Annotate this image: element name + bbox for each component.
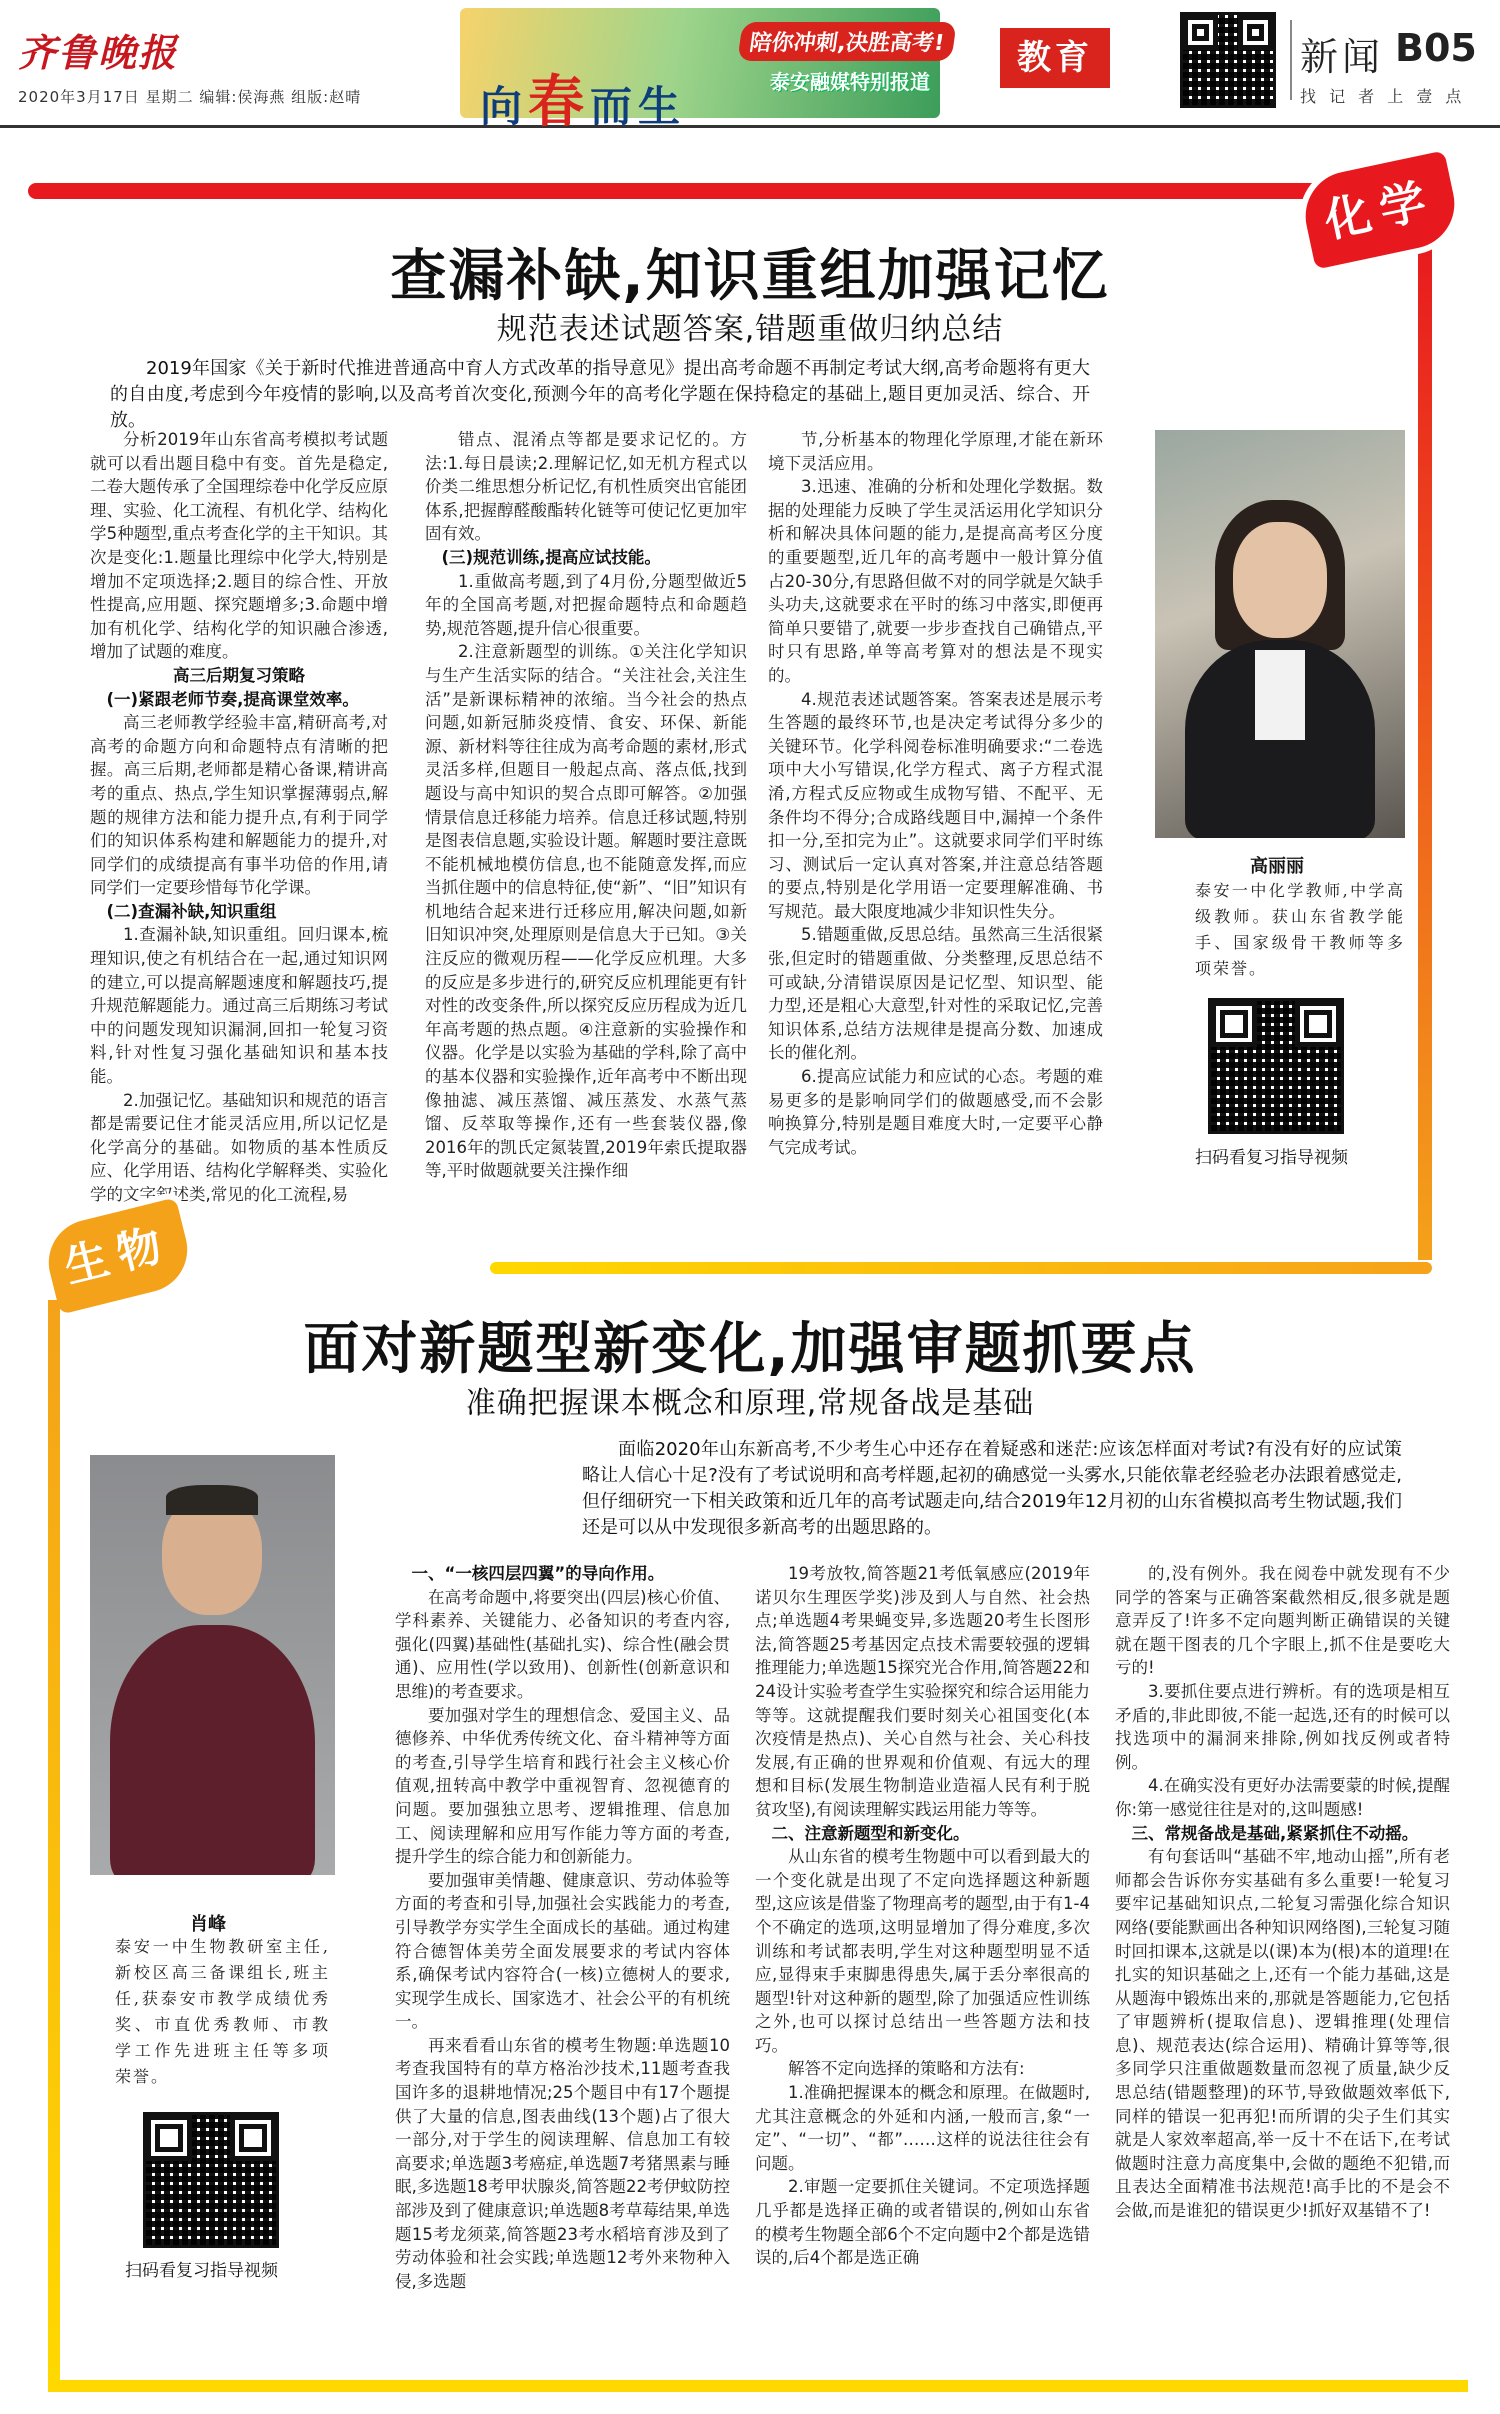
article-paragraph: 2.审题一定要抓住关键词。不定项选择题几乎都是选择正确的或者错误的,例如山东省的模考生物题全部6个不定向题中2个都是选错误的,后4个都是选正确 [755, 2177, 1090, 2268]
biology-column-2 [755, 1562, 1090, 2334]
article-paragraph: 1.准确把握课本的概念和原理。在做题时,尤其注意概念的外延和内涵,一般而言,象“一定”、“一切”、“都”……这样的说法往往会有问题。 [755, 2083, 1090, 2173]
teacher-name-xiao: 肖峰 [190, 1914, 226, 1935]
article-paragraph: 从山东省的模考生物题中可以看到最大的一个变化就是出现了不定向选择题这种新题型,这应该是借鉴了物理高考的题型,由于有1-4个不确定的选项,这明显增加了得分难度,多次训练和考试都表明,学生对这种题型明显不适应,显得束手束脚患得患失,属于丢分率很高的题型!针对这种新的题型,除了加强适应性训练之外,也可以探讨总结出一些答题方法和技巧。 [755, 1847, 1090, 2055]
article-paragraph: 5.错题重做,反思总结。虽然高三生活很紧张,但定时的错题重做、分类整理,反思总结不可或缺,分清错误原因是记忆型、知识型、能力型,还是粗心大意型,针对性的采取记忆,完善知识体系,总结方法规律是提高分数、加速成长的催化剂。 [768, 925, 1103, 1063]
article-paragraph: 4.规范表述试题答案。答案表述是展示考生答题的最终环节,也是决定考试得分多少的关键环节。化学科阅卷标准明确要求:“二卷选项中大小写错误,化学方程式、离子方程式混淆,方程式反应物或生成物写错、不配平、无条件均不得分;合成路线题目中,漏掉一个条件扣一分,至扣完为止”。这就要求同学们平时练习、测试后一定认真对答案,并注意总结答题的要点,特别是化学用语一定要理解准确、书写规范。最大限度地减少非知识性失分。 [768, 689, 1103, 921]
masthead-divider [1290, 20, 1292, 100]
chemistry-frame-bottom [490, 1262, 1432, 1274]
article-paragraph: 节,分析基本的物理化学原理,才能在新环境下灵活应用。 [768, 430, 1103, 473]
article-subheading: (三)规范训练,提高应试技能。 [441, 547, 661, 567]
article-subheading: (一)紧跟老师节奏,提高课堂效率。 [106, 689, 359, 709]
chemistry-video-qr-code-icon[interactable] [1208, 998, 1344, 1134]
article-subheading: 一、“一核四层四翼”的导向作用。 [411, 1564, 665, 1583]
teacher-photo-xiao [90, 1455, 335, 1875]
biology-lead: 面临2020年山东新高考,不少考生心中还存在着疑惑和迷茫:应该怎样面对考试?有没有好的应试策略让人信心十足?没有了考试说明和高考样题,起初的确感觉一头雾水,只能依靠老经验老办法跟着感觉走,但仔细研究一下相关政策和近几年的高考试题走向,结合2019年12月初的山东省模拟高考生物试题,我们还是可以从中发现很多新高考的出题思路的。 [582, 1439, 1402, 1538]
biology-qr-caption: 扫码看复习指导视频 [125, 2261, 278, 2281]
article-subheading: 高三后期复习策略 [173, 665, 305, 685]
article-paragraph: 在高考命题中,将要突出(四层)核心价值、学科素养、关键能力、必备知识的考查内容,强化(四翼)基础性(基础扎实)、综合性(融会贯通)、应用性(学以致用)、创新性(创新意识和思维)的考查要求。 [395, 1587, 730, 1701]
section-tag: 教育 [1000, 28, 1110, 88]
article-subheading: 三、常规备战是基础,紧紧抓住不动摇。 [1131, 1823, 1419, 1843]
article-paragraph: 2.加强记忆。基础知识和规范的语言都是需要记住才能灵活应用,所以记忆是化学高分的基础。如物质的基本性质反应、化学用语、结构化学解释类、实验化学的文字叙述类,常见的化工流程,易 [90, 1090, 388, 1204]
contact-roles: 找 记 者 上 壹 点 [1300, 87, 1466, 106]
newspaper-logo: 齐鲁晚报 [18, 30, 179, 75]
chemistry-lead: 2019年国家《关于新时代推进普通高中育人方式改革的指导意见》提出高考命题不再制定考试大纲,高考命题将有更大的自由度,考虑到今年疫情的影响,以及高考首次变化,预测今年的高考化学题在保持稳定的基础上,题目更加灵活、综合、开放。 [110, 358, 1090, 431]
banner-slogan: 陪你冲刺,决胜高考! [737, 22, 957, 61]
chemistry-subheadline: 规范表述试题答案,错题重做归纳总结 [496, 312, 1004, 347]
article-paragraph: 2.注意新题型的训练。①关注化学知识与生产生活实际的结合。“关注社会,关注生活”是新课标精神的浓缩。当今社会的热点问题,如新冠肺炎疫情、食安、环保、新能源、新材料等往往成为高考命题的素材,形式灵活多样,但题目一般起点高、落点低,找到题设与高中知识的契合点即可解答。②加强情景信息迁移能力培养。信息迁移试题,特别是图表信息题,实验设计题。解题时要注意既不能机械地模仿信息,也不能随意发挥,而应当抓住题中的信息特征,使“新”、“旧”知识有机地结合起来进行迁移应用,解决问题,如新旧知识冲突,处理原则是信息大于已知。③关注反应的微观历程——化学反应机理。大多的反应是多步进行的,研究反应机理能更有针对性的改变条件,所以探究反应历程成为近几年高考题的热点题。④注意新的实验操作和仪器。化学是以实验为基础的学科,除了高中的基本仪器和实验操作,近年高考中不断出现像抽滤、减压蒸馏、减压蒸发、水蒸气蒸馏、反萃取等操作,还有一些套装仪器,像2016年的凯氏定氮装置,2019年索氏提取器等,平时做题就要关注操作细 [425, 642, 747, 1181]
biology-column-3 [1115, 1562, 1450, 2334]
teacher-bio-gao: 泰安一中化学教师,中学高级教师。获山东省教学能手、国家级骨干教师等多项荣誉。 [1195, 881, 1405, 978]
chemistry-qr-caption: 扫码看复习指导视频 [1195, 1148, 1348, 1168]
banner-subtitle: 泰安融媒特别报道 [770, 70, 930, 94]
article-paragraph: 有句套话叫“基础不牢,地动山摇”,所有老师都会告诉你夯实基础有多么重要!一轮复习要牢记基础知识点,二轮复习需强化综合知识网络(要能默画出各种知识网络图),三轮复习随时回扣课本,这就是以(课)本为(根)本的道理!在扎实的知识基础之上,还有一个能力基础,这是从题海中锻炼出来的,那就是答题能力,它包括了审题辨析(提取信息)、逻辑推理(处理信息)、规范表达(综合运用)、精确计算等等,很多同学只注重做题数量而忽视了质量,缺少反思总结(错题整理)的环节,导致做题效率低下,同样的错误一犯再犯!而所谓的尖子生们其实就是人家效率超高,举一反十不在话下,在考试做题时注意力高度集中,会做的题绝不犯错,而且表达全面精准书法规范!高手比的不是会不会做,而是谁犯的错误更少!抓好双基错不了! [1115, 1847, 1450, 2221]
article-paragraph: 3.要抓住要点进行辨析。有的选项是相互矛盾的,非此即彼,不能一起选,还有的时候可以找选项中的漏洞来排除,例如找反例或者特例。 [1115, 1681, 1450, 1772]
chemistry-column-1 [90, 428, 388, 1228]
article-paragraph: 要加强审美情趣、健康意识、劳动体验等方面的考查和引导,加强社会实践能力的考查,引导教学夯实学生全面成长的基础。通过构建符合德智体美劳全面发展要求的考试内容体系,确保考试内容符合(一核)立德树人的要求,实现学生成长、国家选才、社会公平的有机统一。 [395, 1870, 730, 2032]
article-paragraph: 1.查漏补缺,知识重组。回归课本,梳理知识,使之有机结合在一起,通过知识网的建立,可以提高解题速度和解题技巧,提升规范解题能力。通过高三后期练习考试中的问题发现知识漏洞,回扣一轮复习资料,针对性复习强化基础知识和基本技能。 [90, 925, 388, 1087]
masthead-qr-code-icon[interactable] [1180, 12, 1276, 108]
biology-video-qr-code-icon[interactable] [143, 2112, 279, 2248]
article-paragraph: 分析2019年山东省高考模拟考试题就可以看出题目稳中有变。首先是稳定,二卷大题传承了全国理综卷中化学反应原理、实验、化工流程、有机化学、结构化学5种题型,重点考查化学的主干知识。其次是变化:1.题量比理综中化学大,特别是增加不定项选择;2.题目的综合性、开放性提高,应用题、探究题增多;3.命题中增加有机化学、结构化学的知识融合渗透,增加了试题的难度。 [90, 430, 388, 662]
teacher-bio-xiao: 泰安一中生物教研室主任,新校区高三备课组长,班主任,获泰安市教学成绩优秀奖、市直优秀教师、市教学工作先进班主任等多项荣誉。 [115, 1937, 330, 2086]
banner-title: 向春而生 [480, 70, 687, 135]
article-paragraph: 19考放牧,简答题21考低氧感应(2019年诺贝尔生理医学奖)涉及到人与自然、社会热点;单选题4考果蝇变异,多选题20考生长图形法,简答题25考基因定点技术需要较强的逻辑推理能力;单选题15探究光合作用,简答题22和24设计实验考查学生实验探究和综合运用能力等等。这就提醒我们要时刻关心祖国变化(本次疫情是热点)、关心自然与社会、关心科技发展,有正确的世界观和价值观、有远大的理想和目标(发展生物制造业造福人民有利于脱贫攻坚),有阅读理解实践运用能力等等。 [755, 1564, 1090, 1819]
article-paragraph: 高三老师教学经验丰富,精研高考,对高考的命题方向和命题特点有清晰的把握。高三后期,老师都是精心备课,精讲高考的重点、热点,学生知识掌握薄弱点,解题的规律方法和能力提升点,有利于同学们的知识体系构建和解题能力的提升,对同学们的成绩提高有事半功倍的作用,请同学们一定要珍惜每节化学课。 [90, 713, 388, 898]
article-paragraph: 再来看看山东省的模考生物题:单选题10考查我国特有的草方格治沙技术,11题考查我国许多的退耕地情况;25个题目中有17个题提供了大量的信息,图表曲线(13个题)占了很大一部分,对于学生的阅读理解、信息加工有较高要求;单选题3考癌症,单选题7考猪黑素与睡眠,多选题18考甲状腺炎,简答题22考伊蚊防控部涉及到了健康意识;单选题8考草莓结果,单选题15考龙须菜,简答题23考水稻培育涉及到了劳动体验和社会实践;单选题12考外来物种入侵,多选题 [395, 2035, 730, 2291]
article-subheading: 二、注意新题型和新变化。 [771, 1823, 970, 1843]
biology-badge: 生物 [40, 1197, 197, 1314]
chemistry-badge: 化学 [1297, 150, 1462, 269]
teacher-name-gao: 高丽丽 [1250, 856, 1304, 877]
article-paragraph: 的,没有例外。我在阅卷中就发现有不少同学的答案与正确答案截然相反,很多就是题意弄反了!许多不定向题判断正确错误的关键就在题干图表的几个字眼上,抓不住是要吃大亏的! [1115, 1564, 1450, 1678]
dateline: 2020年3月17日 星期二 编辑:侯海燕 组版:赵晴 [18, 88, 362, 106]
section-name: 新闻 [1300, 35, 1385, 79]
biology-frame-left [48, 1300, 60, 2380]
biology-frame-bottom [48, 2380, 1468, 2392]
article-paragraph: 要加强对学生的理想信念、爱国主义、品德修养、中华优秀传统文化、奋斗精神等方面的考查,引导学生培育和践行社会主义核心价值观,扭转高中教学中重视智育、忽视德育的问题。要加强独立思考、逻辑推理、信息加工、阅读理解和应用写作能力等方面的考查,提升学生的综合能力和创新能力。 [395, 1705, 730, 1867]
article-subheading: (二)查漏补缺,知识重组 [106, 901, 277, 921]
page-number: B05 [1395, 26, 1477, 70]
article-paragraph: 3.迅速、准确的分析和处理化学数据。数据的处理能力反映了学生灵活运用化学知识分析和解决具体问题的能力,是提高高考区分度的重要题型,近几年的高考题中一般计算分值占20-30分,有思路但做不对的同学就是欠缺手头功夫,这就要求在平时的练习中落实,即便再简单只要错了,就要一步步查找自己确错点,平时只有思路,单等高考算对的想法是不现实的。 [768, 477, 1103, 685]
article-paragraph: 解答不定向选择的策略和方法有: [788, 2059, 1025, 2079]
article-paragraph: 6.提高应试能力和应试的心态。考题的难易更多的是影响同学们的做题感受,而不会影响换算分,特别是题目难度大时,一定要平心静气完成考试。 [768, 1067, 1103, 1157]
biology-column-1 [395, 1562, 730, 2334]
article-paragraph: 错点、混淆点等都是要求记忆的。方法:1.每日晨读;2.理解记忆,如无机方程式以价类二维思想分析记忆,有机性质突出官能团体系,把握醇醛酸酯转化链等可使记忆更加牢固有效。 [425, 430, 747, 544]
biology-headline: 面对新题型新变化,加强审题抓要点 [303, 1317, 1197, 1382]
chemistry-frame-top [28, 183, 1428, 199]
article-paragraph: 1.重做高考题,到了4月份,分题型做近5年的全国高考题,对把握命题特点和命题趋势,规范答题,提升信心很重要。 [425, 571, 747, 638]
biology-subheadline: 准确把握课本概念和原理,常规备战是基础 [465, 1386, 1035, 1421]
article-paragraph: 4.在确实没有更好办法需要蒙的时候,提醒你:第一感觉往往是对的,这叫题感! [1115, 1776, 1450, 1819]
teacher-photo-gao [1155, 430, 1405, 838]
chemistry-column-2 [425, 428, 747, 1228]
chemistry-frame-right [1418, 230, 1432, 1260]
chemistry-headline: 查漏补缺,知识重组加强记忆 [390, 244, 1110, 309]
chemistry-column-3 [768, 428, 1103, 1228]
